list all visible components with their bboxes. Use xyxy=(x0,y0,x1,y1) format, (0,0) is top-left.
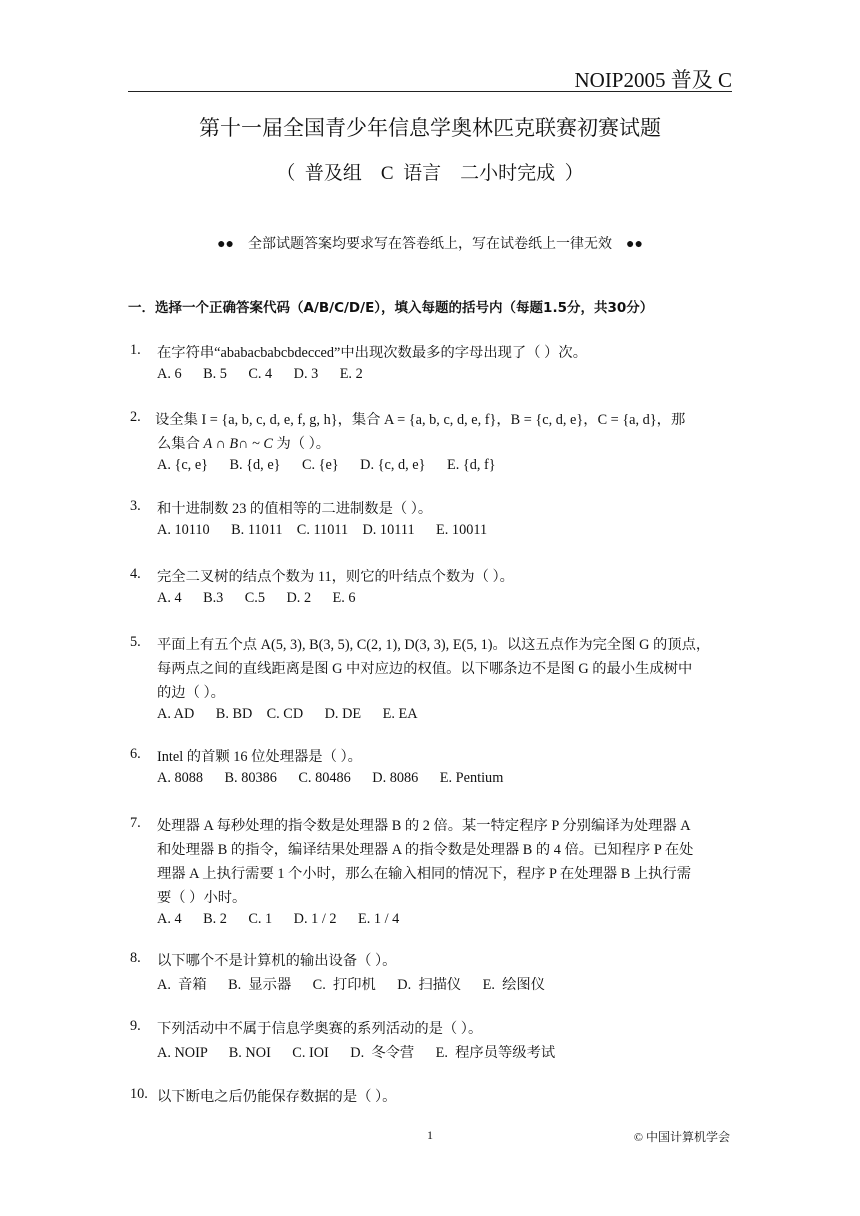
question-text: 下列活动中不属于信息学奥赛的系列活动的是（ ）。 xyxy=(157,1021,483,1037)
question-number: 5. xyxy=(130,634,141,650)
question-number: 1. xyxy=(130,342,141,358)
question-number: 2. xyxy=(130,409,141,425)
answer-notice: ●● 全部试题答案均要求写在答卷纸上，写在试卷纸上一律无效 ●● xyxy=(217,237,643,252)
question-options: A. AD B. BD C. CD D. DE E. EA xyxy=(157,706,418,722)
question-options: A. 10110 B. 11011 C. 11011 D. 10111 E. 10011 xyxy=(157,522,488,538)
exam-subtitle: （ 普及组 C 语言 二小时完成 ） xyxy=(276,163,584,184)
question-text: 平面上有五个点 A(5, 3), B(3, 5), C(2, 1), D(3, 3), E(5, 1)。以这五点作为完全图 G 的顶点， xyxy=(157,637,711,653)
page-number: 1 xyxy=(427,1128,433,1142)
question-text: 完全二叉树的结点个数为 11，则它的叶结点个数为（ ）。 xyxy=(157,569,514,585)
question-options: A. {c, e} B. {d, e} C. {e} D. {c, d, e} E. {d, f} xyxy=(157,457,496,473)
section-heading: 一．选择一个正确答案代码（A/B/C/D/E），填入每题的括号内（每题1.5分，共30分） xyxy=(128,300,654,316)
exam-title: 第十一届全国青少年信息学奥林匹克联赛初赛试题 xyxy=(199,116,661,140)
question-number: 10. xyxy=(130,1086,148,1102)
question-text: Intel 的首颗 16 位处理器是（ ）。 xyxy=(157,749,362,765)
set-expression: A ∩ B∩ ~ C xyxy=(203,436,273,452)
question-text-suffix: 为（ ）。 xyxy=(272,436,331,452)
question-options: A. NOIP B. NOI C. IOI D. 冬令营 E. 程序员等级考试 xyxy=(157,1045,556,1061)
question-text: 理器 A 上执行需要 1 个小时，那么在输入相同的情况下，程序 P 在处理器 B 上执行需 xyxy=(157,866,692,882)
question-text: 和处理器 B 的指令，编译结果处理器 A 的指令数是处理器 B 的 4 倍。已知程序 P 在处 xyxy=(157,842,694,858)
question-text: 和十进制数 23 的值相等的二进制数是（ ）。 xyxy=(157,501,433,517)
copyright-notice: © 中国计算机学会 xyxy=(633,1130,730,1144)
question-text: 的边（ ）。 xyxy=(157,685,225,701)
question-options: A. 音箱 B. 显示器 C. 打印机 D. 扫描仪 E. 绘图仪 xyxy=(157,977,546,993)
question-number: 3. xyxy=(130,498,141,514)
question-text-prefix: 么集合 xyxy=(157,436,204,452)
question-text: 以下断电之后仍能保存数据的是（ ）。 xyxy=(157,1089,397,1105)
header-title: NOIP2005 普及 C xyxy=(574,68,732,92)
question-text: 每两点之间的直线距离是图 G 中对应边的权值。以下哪条边不是图 G 的最小生成树中 xyxy=(157,661,693,677)
question-text: 处理器 A 每秒处理的指令数是处理器 B 的 2 倍。某一特定程序 P 分别编译为处理器 A xyxy=(157,818,691,834)
header-divider xyxy=(128,91,732,92)
question-text: 要（ ）小时。 xyxy=(157,890,247,906)
question-number: 8. xyxy=(130,950,141,966)
question-text-line-2 xyxy=(157,433,330,453)
question-number: 4. xyxy=(130,566,141,582)
question-options: A. 4 B. 2 C. 1 D. 1 / 2 E. 1 / 4 xyxy=(157,911,400,927)
question-number: 6. xyxy=(130,746,141,762)
question-text: 以下哪个不是计算机的输出设备（ ）。 xyxy=(157,953,397,969)
question-options: A. 6 B. 5 C. 4 D. 3 E. 2 xyxy=(157,366,363,382)
question-options: A. 4 B.3 C.5 D. 2 E. 6 xyxy=(157,590,356,606)
question-text: 设全集 I = {a, b, c, d, e, f, g, h}，集合 A = {a, b, c, d, e, f}，B = {c, d, e}，C = {a, d}，那 xyxy=(155,412,686,428)
question-options: A. 8088 B. 80386 C. 80486 D. 8086 E. Pentium xyxy=(157,770,504,786)
question-number: 9. xyxy=(130,1018,141,1034)
question-number: 7. xyxy=(130,815,141,831)
question-text: 在字符串“ababacbabcbdecced”中出现次数最多的字母出现了（ ）次。 xyxy=(157,345,587,361)
